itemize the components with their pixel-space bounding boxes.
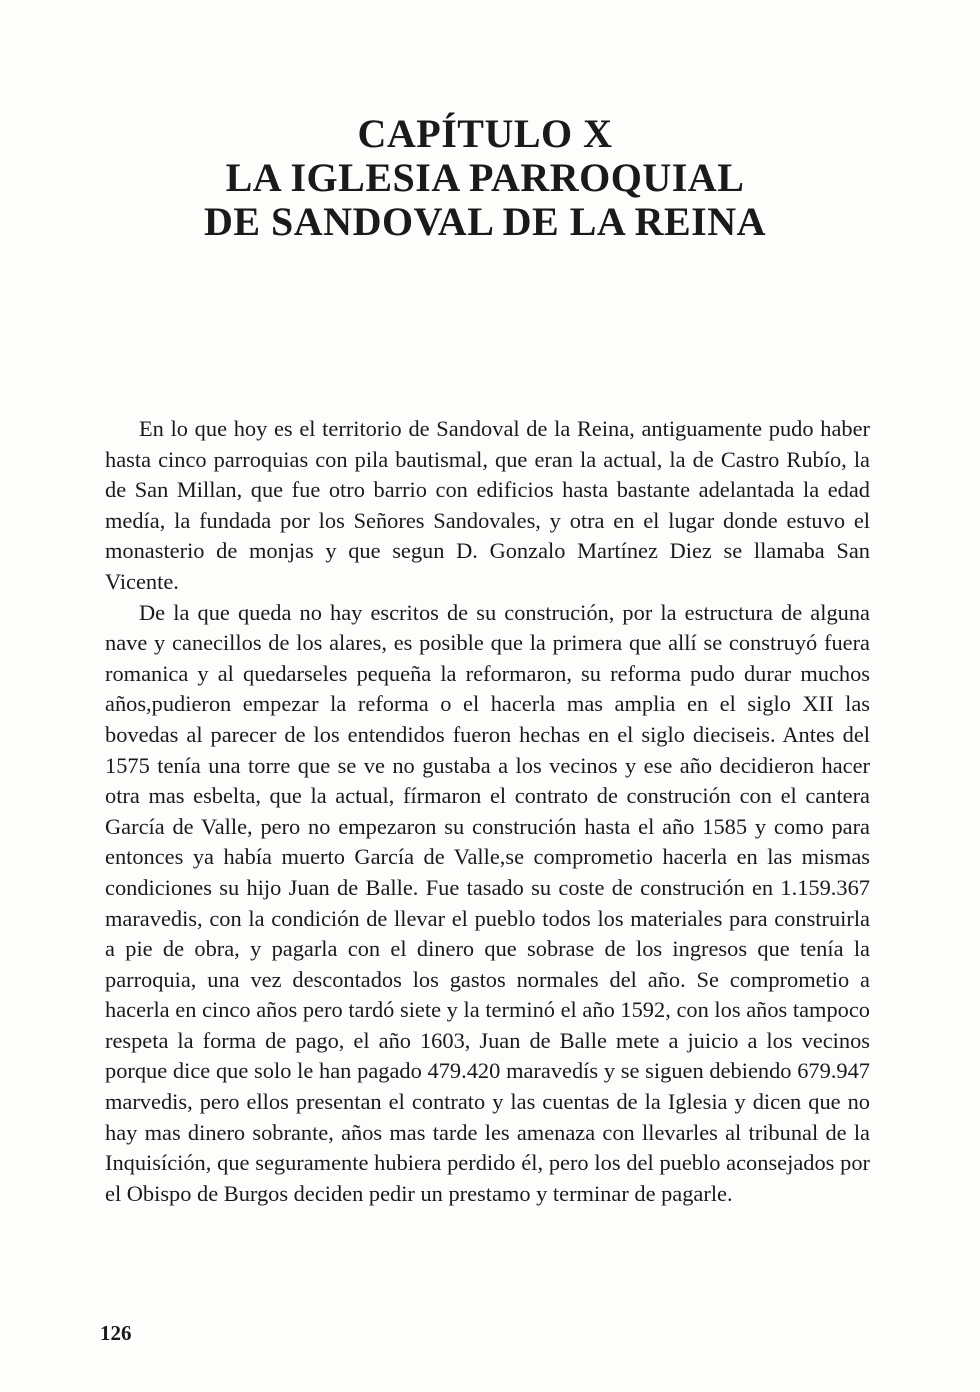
page-number: 126 <box>100 1321 132 1345</box>
chapter-title-line-3: DE SANDOVAL DE LA REINA <box>203 199 766 244</box>
body-text <box>105 414 870 1209</box>
paragraph-2: De la que queda no hay escritos de su construción, por la estructura de alguna nave y canecillos de los alares, es posible que la primera que allí se construyó fuera romanica y al quedarseles pequeña la reformaron, su reforma pudo durar muchos años,pudieron empezar la reforma o el hacerla mas amplia en el siglo XII las bovedas al parecer de los entendidos fueron hechas en el siglo dieciseis. Antes del 1575 tenía una torre que se ve no gustaba a los vecinos y ese año decidieron hacer otra mas esbelta, que la actual, fírmaron el contrato de construción con el cantera García de Valle, pero no empezaron su construción hasta el año 1585 y como para entonces ya había muerto García de Valle,se comprometio hacerla en las mismas condiciones su hijo Juan de Balle. Fue tasado su coste de construción en 1.159.367 maravedis, con la condición de llevar el pueblo todos los materiales para construirla a pie de obra, y pagarla con el dinero que sobrase de los ingresos que tenía la parroquia, una vez descontados los gastos normales del año. Se comprometio a hacerla en cinco años pero tardó siete y la terminó el año 1592, con los años tampoco respeta la forma de pago, el año 1603, Juan de Balle mete a juicio a los vecinos porque dice que solo le han pagado 479.420 maravedís y se siguen debiendo 679.947 marvedis, pero ellos presentan el contrato y las cuentas de la Iglesia y dicen que no hay mas dinero sobrante, años mas tarde les amenaza con llevarles al tribunal de la Inquisíción, que seguramente hubiera perdido él, pero los del pueblo aconsejados por el Obispo de Burgos deciden pedir un prestamo y terminar de pagarle. <box>105 599 870 1206</box>
paragraph-1: En lo que hoy es el territorio de Sandoval de la Reina, antiguamente pudo haber hasta cinco parroquias con pila bautismal, que eran la actual, la de Castro Rubío, la de San Millan, que fue otro barrio con edificios hasta bastante adelantada la edad medía, la fundada por los Señores Sandovales, y otra en el lugar donde estuvo el monasterio de monjas y que segun D. Gonzalo Martínez Diez se llamaba San Vicente. <box>105 416 870 594</box>
chapter-title-line-1: CAPÍTULO X <box>357 111 613 156</box>
chapter-title-line-2: LA IGLESIA PARROQUIAL <box>225 155 745 200</box>
chapter-title <box>100 112 870 244</box>
